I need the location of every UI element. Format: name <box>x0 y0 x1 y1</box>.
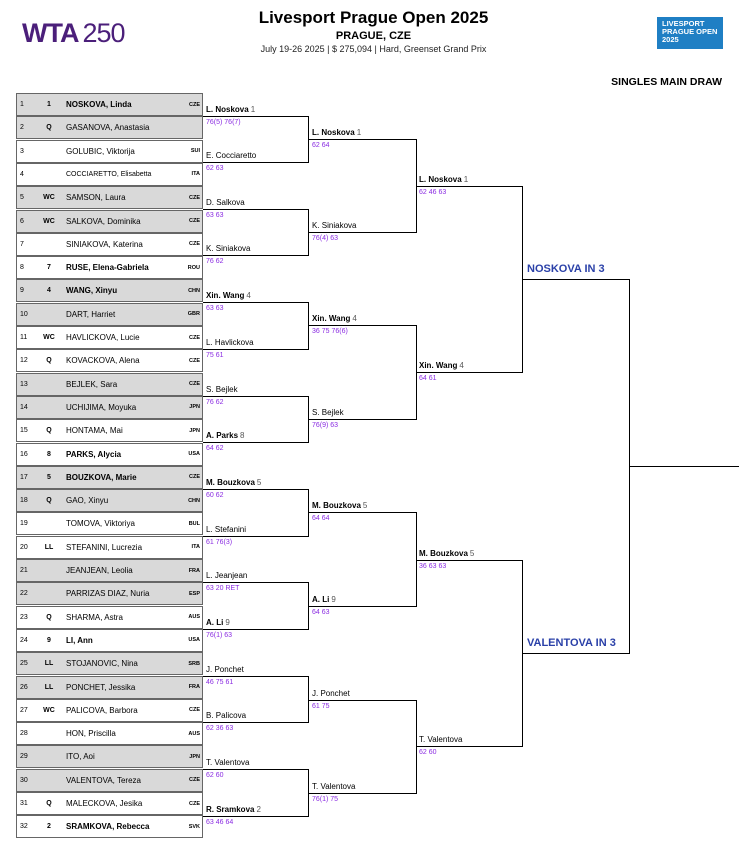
player-name-text: A. Parks <box>206 431 239 440</box>
seed-label: 4 <box>246 291 251 300</box>
player-name-text: J. Ponchet <box>312 689 350 698</box>
draw-position: 22 <box>20 590 28 598</box>
seed-label: 8 <box>240 431 245 440</box>
player-name-text: S. Bejlek <box>312 408 344 417</box>
seed-label: 2 <box>256 805 261 814</box>
match-score: 62 60 <box>206 772 224 779</box>
draw-position: 6 <box>20 217 24 225</box>
draw-position: 29 <box>20 753 28 761</box>
bracket-line <box>203 255 308 256</box>
draw-row <box>16 745 203 768</box>
draw-position: 14 <box>20 403 28 411</box>
bracket-line <box>309 325 416 326</box>
country-code: ESP <box>188 590 200 597</box>
draw-row <box>16 676 203 699</box>
draw-position: 30 <box>20 776 28 784</box>
bracket-line <box>203 302 308 303</box>
country-code: USA <box>188 637 200 644</box>
country-code: CZE <box>189 218 200 224</box>
country-code: CZE <box>189 194 200 201</box>
seed-label: 1 <box>356 128 362 137</box>
player-name: MALECKOVA, Jesika <box>66 799 143 808</box>
player-name-text: L. Noskova <box>312 128 355 137</box>
draw-row <box>16 349 203 372</box>
bracket-line <box>309 419 416 420</box>
draw-position: 18 <box>20 497 28 505</box>
draw-position: 32 <box>20 823 28 831</box>
player-name: PONCHET, Jessika <box>66 682 136 692</box>
player-name <box>206 525 246 534</box>
player-name <box>206 711 246 720</box>
seed-label: 4 <box>352 314 357 323</box>
bracket-line <box>203 396 308 397</box>
match-score: 62 64 <box>312 142 330 149</box>
draw-position: 20 <box>20 543 28 551</box>
seed-label: Q <box>46 497 52 505</box>
player-name-text: L. Havlickova <box>206 338 254 347</box>
player-name <box>206 151 256 160</box>
draw-row <box>16 116 203 139</box>
draw-row <box>16 652 203 675</box>
player-name-text: L. Noskova <box>206 105 249 114</box>
player-name: PARKS, Alycia <box>66 449 122 459</box>
draw-row <box>16 443 203 466</box>
player-name <box>419 735 462 744</box>
wta-logo: WTA 250 <box>22 18 125 48</box>
player-name: DART, Harriet <box>66 309 116 319</box>
bracket-line <box>203 442 308 443</box>
seed-label: 5 <box>256 478 262 487</box>
match-score: 36 63 63 <box>419 563 447 570</box>
match-score: 76(9) 63 <box>312 422 339 429</box>
draw-row <box>16 233 203 256</box>
player-name-text: R. Sramkova <box>206 805 255 814</box>
player-name: SAMSON, Laura <box>66 193 126 203</box>
seed-label: 9 <box>225 618 230 627</box>
bracket-line <box>309 139 416 140</box>
draw-row <box>16 163 203 186</box>
player-name <box>206 338 254 347</box>
country-code: AUS <box>188 614 200 621</box>
draw-row <box>16 256 203 279</box>
match-score: 76(1) 75 <box>312 796 339 803</box>
player-name: GASANOVA, Anastasia <box>66 123 150 133</box>
player-name <box>206 105 255 114</box>
player-name: RUSE, Elena-Gabriela <box>66 263 149 273</box>
seed-label: Q <box>46 357 52 365</box>
draw-position: 2 <box>20 124 24 132</box>
player-name: VALENTOVA, Tereza <box>66 775 141 785</box>
seed-label: 1 <box>47 101 51 108</box>
draw-row <box>16 489 203 512</box>
player-name-text: T. Valentova <box>312 782 356 791</box>
player-name: GOLUBIC, Viktorija <box>66 146 135 156</box>
draw-row <box>16 582 203 605</box>
seed-label: Q <box>46 124 52 132</box>
draw-row <box>16 769 203 792</box>
country-code: USA <box>188 451 200 457</box>
bracket-line <box>416 372 522 373</box>
match-score: 46 75 61 <box>206 679 234 686</box>
player-name <box>206 431 244 440</box>
bracket-line <box>203 209 308 210</box>
draw-row <box>16 792 203 815</box>
player-name <box>206 665 244 674</box>
player-name: GAO, Xinyu <box>66 496 109 506</box>
draw-position: 31 <box>20 800 28 807</box>
draw-position: 9 <box>20 287 24 295</box>
country-code: SVK <box>188 823 200 830</box>
player-name: STEFANINI, Lucrezia <box>66 542 143 552</box>
draw-row <box>16 396 203 419</box>
country-code: CZE <box>189 241 200 248</box>
seed-label: 4 <box>47 287 51 295</box>
player-name <box>206 571 247 580</box>
match-score: 64 63 <box>312 609 330 616</box>
draw-position: 23 <box>20 613 28 621</box>
bracket-line <box>203 489 308 490</box>
bracket-line <box>203 536 308 537</box>
match-score: 76(5) 76(7) <box>206 119 241 126</box>
draw-row <box>16 536 203 559</box>
player-name: HAVLICKOVA, Lucie <box>66 333 140 342</box>
player-name-text: T. Valentova <box>419 735 463 744</box>
seed-label: Q <box>46 800 52 807</box>
player-name <box>312 314 357 323</box>
player-name-text: M. Bouzkova <box>419 549 468 558</box>
player-name: NOSKOVA, Linda <box>66 100 132 109</box>
country-code: CZE <box>189 381 200 388</box>
match-score: 61 76(3) <box>206 539 233 546</box>
country-code: CZE <box>189 474 200 481</box>
player-name: SHARMA, Astra <box>66 612 123 622</box>
match-score: 63 63 <box>206 212 224 219</box>
player-name: HON, Priscilla <box>66 729 116 739</box>
seed-label: 1 <box>250 105 256 114</box>
match-score: 60 62 <box>206 492 224 499</box>
draw-row <box>16 303 203 326</box>
player-name: HONTAMA, Mai <box>66 426 123 436</box>
match-score: 76(4) 63 <box>312 235 339 242</box>
player-name <box>206 244 250 253</box>
player-name-text: L. Jeanjean <box>206 571 248 580</box>
bracket-line <box>308 489 309 537</box>
draw-position: 26 <box>20 683 28 691</box>
draw-row <box>16 466 203 489</box>
draw-position: 8 <box>20 264 24 272</box>
player-name-text: E. Cocciaretto <box>206 151 257 160</box>
seed-label: 2 <box>47 823 51 831</box>
player-name: STOJANOVIC, Nina <box>66 659 138 669</box>
seed-label: LL <box>44 660 54 668</box>
player-name-text: K. Siniakova <box>312 221 357 230</box>
seed-label: Q <box>46 427 52 435</box>
draw-position: 19 <box>20 520 28 528</box>
draw-row <box>16 93 203 116</box>
player-name: LI, Ann <box>66 635 93 645</box>
seed-label: 5 <box>47 473 51 481</box>
player-name: WANG, Xinyu <box>66 286 118 296</box>
match-score: 62 63 <box>206 165 224 172</box>
match-score: 62 60 <box>419 749 437 756</box>
player-name: SRAMKOVA, Rebecca <box>66 822 150 832</box>
seed-label: WC <box>43 334 55 341</box>
bracket-line <box>309 512 416 513</box>
match-score: 63 46 64 <box>206 819 234 826</box>
country-code: AUS <box>188 730 200 737</box>
draw-row <box>16 186 203 209</box>
seed-label: 1 <box>463 175 469 184</box>
draw-position: 1 <box>20 101 24 108</box>
seed-label: WC <box>43 706 55 714</box>
player-name: PARRIZAS DIAZ, Nuria <box>66 589 150 599</box>
player-name-text: Xin. Wang <box>206 291 245 300</box>
country-code: JPN <box>189 753 200 760</box>
match-score: 64 62 <box>206 445 224 452</box>
match-score: 36 75 76(6) <box>312 328 348 335</box>
player-name <box>206 758 249 767</box>
country-code: CHN <box>188 287 200 294</box>
seed-label: 9 <box>47 636 51 644</box>
player-name-text: K. Siniakova <box>206 244 251 253</box>
player-name-text: M. Bouzkova <box>312 501 361 510</box>
country-code: ROU <box>187 264 200 271</box>
draw-position: 16 <box>20 450 28 458</box>
bracket-line <box>309 793 416 794</box>
seed-label: WC <box>43 194 55 202</box>
country-code: SUI <box>190 148 200 155</box>
player-name: SALKOVA, Dominika <box>66 216 141 226</box>
country-code: FRA <box>188 567 200 574</box>
bracket-line <box>203 162 308 163</box>
seed-label: 4 <box>459 361 464 370</box>
country-code: CZE <box>189 334 200 341</box>
player-name <box>419 175 468 184</box>
draw-position: 28 <box>20 730 28 738</box>
bracket-line <box>203 676 308 677</box>
draw-row <box>16 419 203 442</box>
seed-label: 5 <box>469 549 475 558</box>
draw-position: 4 <box>20 170 24 178</box>
bracket-line <box>523 279 629 280</box>
match-score: 62 36 63 <box>206 725 234 732</box>
draw-label: SINGLES MAIN DRAW <box>611 76 722 88</box>
draw-row <box>16 559 203 582</box>
draw-position: 7 <box>20 240 24 248</box>
player-name <box>312 501 367 510</box>
player-name: TOMOVA, Viktoriya <box>66 519 135 529</box>
bracket-line <box>203 769 308 770</box>
draw-row <box>16 210 203 233</box>
player-name: UCHIJIMA, Moyuka <box>66 402 137 412</box>
bracket-line <box>309 606 416 607</box>
tournament-details: July 19-26 2025 | $ 275,094 | Hard, Greenset Grand Prix <box>260 44 487 54</box>
country-code: CZE <box>189 777 200 784</box>
seed-label: WC <box>43 217 55 225</box>
bracket-line <box>203 629 308 630</box>
draw-row <box>16 629 203 652</box>
seed-label: Q <box>46 613 52 621</box>
player-name <box>312 408 344 417</box>
match-score: 64 61 <box>419 375 437 382</box>
draw-position: 10 <box>20 310 28 318</box>
draw-position: 15 <box>20 427 28 435</box>
player-name: PALICOVA, Barbora <box>66 705 138 715</box>
draw-position: 24 <box>20 636 28 644</box>
player-name-text: L. Stefanini <box>206 525 247 534</box>
country-code: CZE <box>189 101 200 108</box>
match-score: 64 64 <box>312 515 330 522</box>
player-name <box>312 128 361 137</box>
country-code: BUL <box>188 520 200 527</box>
bracket-line <box>416 700 417 794</box>
draw-row <box>16 373 203 396</box>
player-name: JEANJEAN, Leolia <box>66 566 133 575</box>
bracket-line <box>203 349 308 350</box>
country-code: JPN <box>189 427 200 434</box>
player-name-text: A. Li <box>312 595 330 604</box>
draw-position: 13 <box>20 380 28 388</box>
event-logo: LIVESPORT PRAGUE OPEN 2025 <box>657 17 723 49</box>
seed-label: 7 <box>47 264 51 272</box>
country-code: CZE <box>189 800 200 807</box>
player-name: SINIAKOVA, Katerina <box>66 239 143 249</box>
draw-position: 25 <box>20 660 28 668</box>
draw-row <box>16 512 203 535</box>
match-score: 63 63 <box>206 305 224 312</box>
player-name: COCCIARETTO, Elisabetta <box>66 170 152 178</box>
player-name-text: D. Salkova <box>206 198 245 207</box>
player-name <box>206 198 245 207</box>
country-code: FRA <box>188 684 200 690</box>
draw-row <box>16 722 203 745</box>
player-name <box>419 361 464 370</box>
player-name: KOVACKOVA, Alena <box>66 356 140 366</box>
draw-row <box>16 326 203 349</box>
country-code: SRB <box>188 660 200 667</box>
player-name-text: Xin. Wang <box>419 361 458 370</box>
draw-row <box>16 815 203 838</box>
draw-position: 12 <box>20 357 28 365</box>
player-name <box>312 689 350 698</box>
bracket-line <box>629 466 739 467</box>
bracket-line <box>308 302 309 350</box>
draw-row <box>16 606 203 629</box>
match-score: 61 75 <box>312 703 330 710</box>
match-score: 62 46 63 <box>419 189 447 196</box>
bracket-line <box>309 232 416 233</box>
draw-row <box>16 140 203 163</box>
country-code: CZE <box>189 707 200 714</box>
player-name <box>419 549 474 558</box>
seed-label: 9 <box>331 595 336 604</box>
draw-row <box>16 279 203 302</box>
player-name <box>206 478 261 487</box>
bracket-line <box>203 816 308 817</box>
country-code: ITA <box>191 544 200 551</box>
bracket-line <box>416 560 522 561</box>
player-name-text: T. Valentova <box>206 758 250 767</box>
bracket-line <box>416 186 522 187</box>
bracket-line <box>203 116 308 117</box>
semifinal-result: NOSKOVA IN 3 <box>527 263 605 275</box>
bracket-line <box>416 746 522 747</box>
player-name: BEJLEK, Sara <box>66 379 118 389</box>
match-score: 76 62 <box>206 258 224 265</box>
draw-position: 5 <box>20 194 24 202</box>
match-score: 75 61 <box>206 352 224 359</box>
player-name: ITO, Aoi <box>66 752 95 762</box>
player-name <box>312 782 355 791</box>
seed-label: LL <box>44 543 54 551</box>
player-name-text: A. Li <box>206 618 224 627</box>
draw-position: 11 <box>20 334 28 341</box>
country-code: GBR <box>187 311 200 318</box>
country-code: JPN <box>189 404 200 411</box>
draw-position: 21 <box>20 567 28 574</box>
match-score: 76 62 <box>206 399 224 406</box>
player-name <box>312 221 356 230</box>
player-name-text: B. Palicova <box>206 711 247 720</box>
bracket-line <box>203 582 308 583</box>
player-name: BOUZKOVA, Marie <box>66 472 137 482</box>
player-name-text: S. Bejlek <box>206 385 238 394</box>
draw-position: 27 <box>20 706 28 714</box>
player-name-text: J. Ponchet <box>206 665 244 674</box>
bracket-line <box>523 653 629 654</box>
seed-label: 8 <box>47 450 51 458</box>
player-name <box>206 618 230 627</box>
bracket-line <box>309 700 416 701</box>
country-code: CZE <box>189 357 200 364</box>
match-score: 63 20 RET <box>206 585 240 592</box>
player-name <box>206 291 251 300</box>
tournament-title: Livesport Prague Open 2025 <box>258 8 489 27</box>
player-name-text: Xin. Wang <box>312 314 351 323</box>
semifinal-result: VALENTOVA IN 3 <box>527 637 616 649</box>
seed-label: LL <box>44 683 54 691</box>
bracket-line <box>203 722 308 723</box>
player-name <box>312 595 336 604</box>
player-name <box>206 805 261 814</box>
country-code: CHN <box>188 497 200 504</box>
player-name-text: L. Noskova <box>419 175 462 184</box>
draw-position: 3 <box>20 147 24 155</box>
player-name <box>206 385 238 394</box>
seed-label: 5 <box>362 501 368 510</box>
player-name-text: M. Bouzkova <box>206 478 255 487</box>
draw-row <box>16 699 203 722</box>
draw-position: 17 <box>20 473 28 481</box>
tournament-location: PRAGUE, CZE <box>335 30 412 42</box>
country-code: ITA <box>191 171 200 178</box>
match-score: 76(1) 63 <box>206 632 233 639</box>
